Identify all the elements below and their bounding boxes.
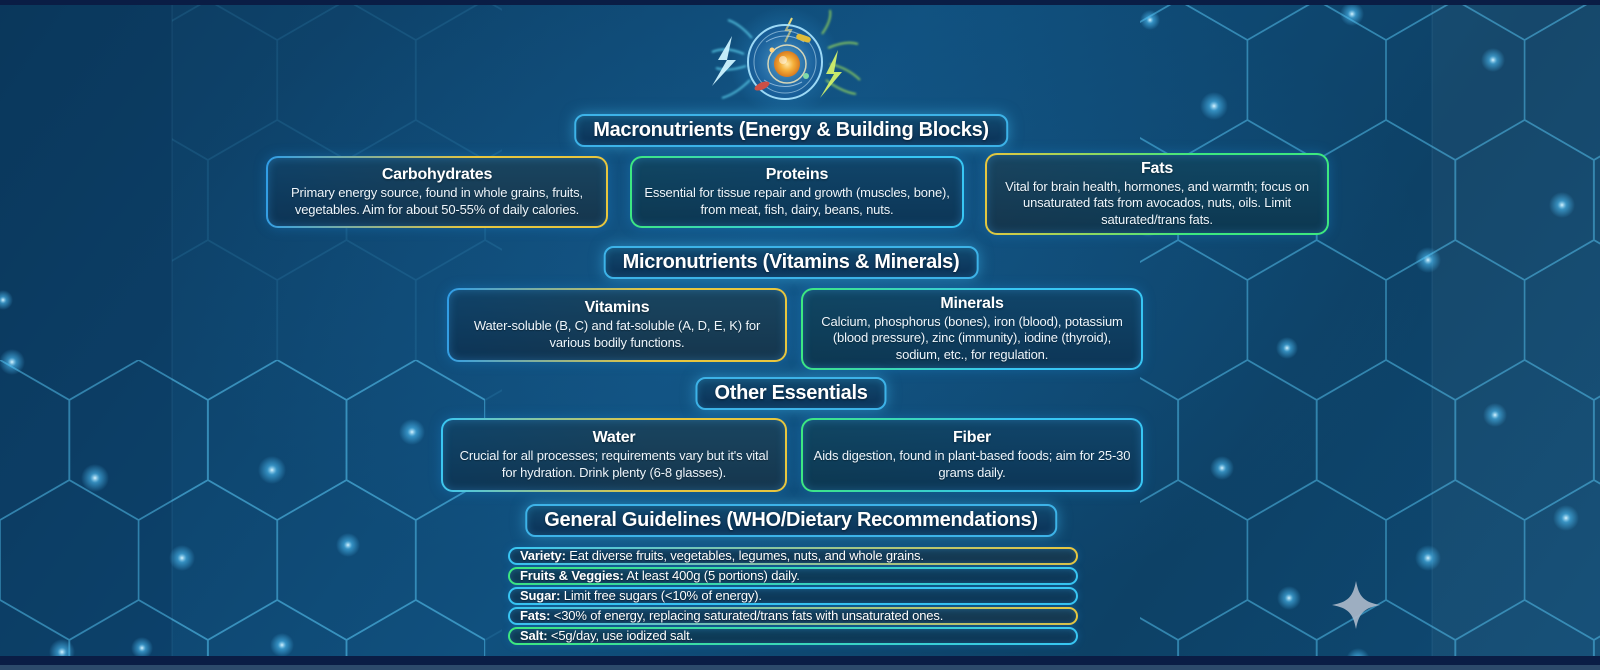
guidelines-list [508,547,1078,645]
guideline-variety [508,547,1078,565]
card-water [441,418,787,492]
card-minerals [801,288,1143,370]
guideline-label: Fats: [520,608,551,623]
card-fats [985,153,1329,235]
card-title: Vitamins [584,299,650,317]
section-header-macronutrients: Macronutrients (Energy & Building Blocks) [574,114,1008,147]
card-vitamins [447,288,787,362]
card-title: Minerals [940,295,1004,312]
section-header-micronutrients: Micronutrients (Vitamins & Minerals) [604,246,979,279]
card-title: Water [592,429,636,447]
bottom-letterbox-strip [0,656,1600,665]
card-carbohydrates [266,156,608,228]
card-title: Fats [1140,160,1174,177]
card-body: Vital for brain health, hormones, and warmth; focus on unsaturated fats from avocados, nuts, oils. Limit saturated/trans fats. [1005,179,1309,227]
guideline-text: Limit free sugars (<10% of energy). [560,588,762,603]
guideline-label: Variety: [520,548,566,563]
guideline-sugar [508,587,1078,605]
card-title: Proteins [765,166,829,184]
section-header-other-essentials: Other Essentials [695,377,886,410]
card-body: Water-soluble (B, C) and fat-soluble (A, D, E, K) for various bodily functions. [473,318,761,350]
guideline-label: Salt: [520,628,548,643]
guideline-text: Eat diverse fruits, vegetables, legumes, nuts, and whole grains. [565,548,924,563]
card-title: Fiber [952,429,992,447]
guideline-label: Fruits & Veggies: [520,568,624,583]
guideline-text: <30% of energy, replacing saturated/trans fats with unsaturated ones. [550,608,944,623]
card-body: Aids digestion, found in plant-based foods; aim for 25-30 grams daily. [813,448,1131,480]
guideline-text: At least 400g (5 portions) daily. [623,568,800,583]
bottom-edge-line [0,665,1600,670]
guideline-label: Sugar: [520,588,561,603]
guideline-fats [508,607,1078,625]
sparkle-icon [1332,581,1380,629]
top-letterbox-strip [0,0,1600,5]
guideline-salt [508,627,1078,645]
card-body: Essential for tissue repair and growth (muscles, bone), from meat, fish, dairy, beans, nuts. [644,185,950,217]
card-body: Crucial for all processes; requirements vary but it's vital for hydration. Drink plenty (6-8 glasses). [459,448,769,480]
card-body: Calcium, phosphorus (bones), iron (blood), potassium (blood pressure), zinc (immunity), iodine (thyroid), sodium, etc., for regulation. [821,314,1123,362]
card-title: Carbohydrates [381,166,493,184]
card-body: Primary energy source, found in whole grains, fruits, vegetables. Aim for about 50-55% of daily calories. [291,185,583,217]
section-header-guidelines: General Guidelines (WHO/Dietary Recommendations) [525,504,1057,537]
card-proteins [630,156,964,228]
guideline-text: <5g/day, use iodized salt. [547,628,694,643]
card-fiber [801,418,1143,492]
guideline-fruits-veggies [508,567,1078,585]
